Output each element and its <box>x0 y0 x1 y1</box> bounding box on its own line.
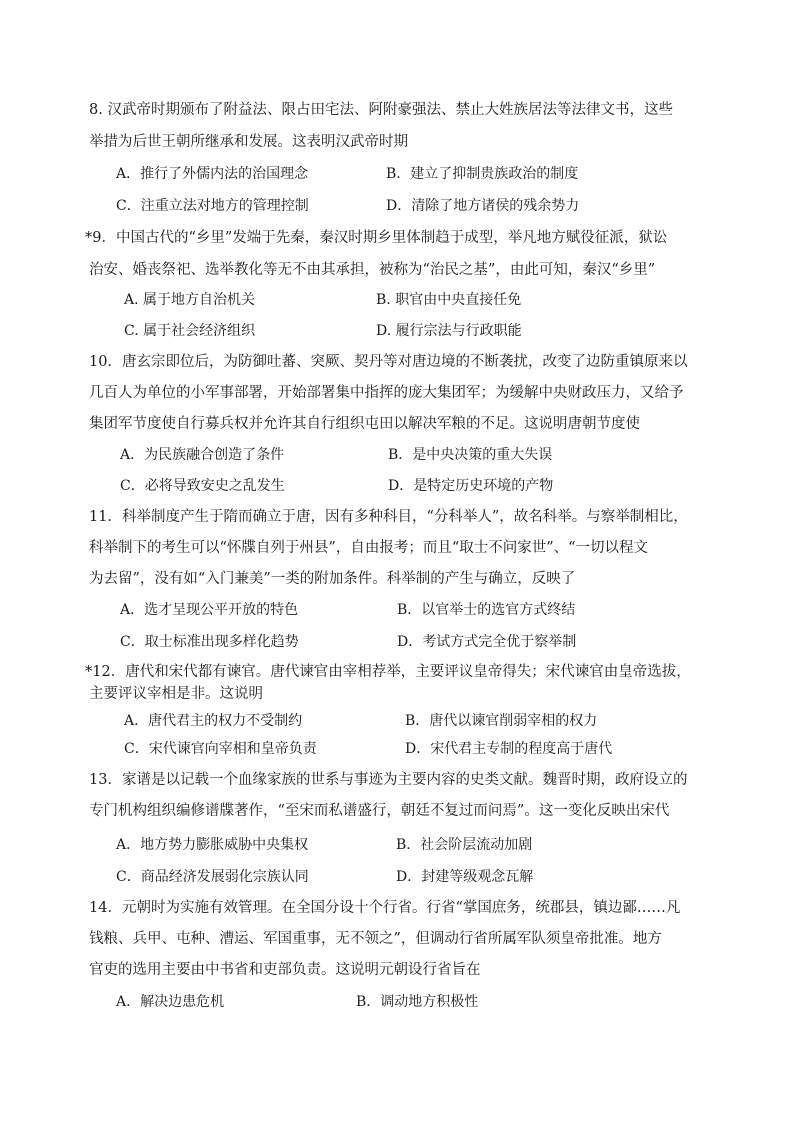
question-13-option-b[interactable]: B．社会阶层流动加剧 <box>396 837 533 853</box>
question-10-stem-line-1: 10．唐玄宗即位后，为防御吐蕃、突厥、契丹等对唐边境的不断袭扰，改变了边防重镇原来以 <box>89 354 688 370</box>
question-10-option-d[interactable]: D．是特定历史环境的产物 <box>388 478 554 494</box>
question-10-option-b[interactable]: B．是中央决策的重大失误 <box>388 447 553 463</box>
question-10-option-c[interactable]: C．必将导致安史之乱发生 <box>120 478 285 494</box>
question-8-stem-line-1: 8. 汉武帝时期颁布了附益法、限占田宅法、阿附豪强法、禁止大姓族居法等法律文书，这些 <box>89 102 673 118</box>
question-12-option-a[interactable]: A．唐代君主的权力不受制约 <box>124 713 303 729</box>
question-8-option-d[interactable]: D．清除了地方诸侯的残余势力 <box>386 198 580 214</box>
question-8-option-b[interactable]: B．建立了抑制贵族政治的制度 <box>386 166 579 182</box>
question-8-stem-line-2: 举措为后世王朝所继承和发展。这表明汉武帝时期 <box>89 134 408 150</box>
question-8-option-c[interactable]: C．注重立法对地方的管理控制 <box>116 198 309 214</box>
question-14-stem-line-3: 官吏的选用主要由中书省和吏部负责。这说明元朝设行省旨在 <box>89 962 481 978</box>
question-11-stem-line-1: 11．科举制度产生于隋而确立于唐，因有多种科目，“分科举人”，故名科举。与察举制相比， <box>89 509 688 525</box>
question-11-option-b[interactable]: B．以官举士的选官方式终结 <box>397 602 576 618</box>
question-14-option-b[interactable]: B．调动地方积极性 <box>356 994 479 1010</box>
question-12-stem-line-1: *12．唐代和宋代都有谏官。唐代谏官由宰相荐举，主要评议皇帝得失；宋代谏官由皇帝选拔， <box>85 664 691 680</box>
question-13-option-c[interactable]: C．商品经济发展弱化宗族认同 <box>116 869 309 885</box>
question-12-option-b[interactable]: B．唐代以谏官削弱宰相的权力 <box>405 713 598 729</box>
question-9-option-d[interactable]: D. 履行宗法与行政职能 <box>376 323 522 339</box>
question-12-option-c[interactable]: C．宋代谏官向宰相和皇帝负责 <box>124 741 317 757</box>
question-11-option-a[interactable]: A．选才呈现公平开放的特色 <box>120 602 299 618</box>
question-9-stem-line-1: *9．中国古代的“乡里”发端于先秦，秦汉时期乡里体制趋于成型，举凡地方赋役征派，狱讼 <box>85 230 668 246</box>
question-9-stem-line-2: 治安、婚丧祭祀、选举教化等无不由其承担，被称为“治民之基”，由此可知，秦汉“乡里” <box>89 262 656 278</box>
question-13-stem-line-1: 13．家谱是以记载一个血缘家族的世系与事迹为主要内容的史类文献。魏晋时期，政府设立的 <box>89 772 688 788</box>
question-10-stem-line-3: 集团军节度使自行募兵权并允许其自行组织屯田以解决军粮的不足。这说明唐朝节度使 <box>89 416 640 432</box>
question-11-option-d[interactable]: D．考试方式完全优于察举制 <box>397 634 577 650</box>
question-13-option-a[interactable]: A．地方势力膨胀威胁中央集权 <box>116 837 309 853</box>
question-13-stem-line-2: 专门机构组织编修谱牒著作，“至宋而私谱盛行，朝廷不复过而问焉”。这一变化反映出宋代 <box>89 803 670 819</box>
question-10-option-a[interactable]: A．为民族融合创造了条件 <box>120 447 285 463</box>
question-14-option-a[interactable]: A．解决边患危机 <box>116 994 225 1010</box>
question-14-stem-line-2: 钱粮、兵甲、屯种、漕运、军国重事，无不领之”，但调动行省所属军队须皇帝批准。地方 <box>89 931 662 947</box>
question-12-option-d[interactable]: D．宋代君主专制的程度高于唐代 <box>405 741 613 757</box>
question-11-stem-line-3: 为去留”，没有如“入门兼美”一类的附加条件。科举制的产生与确立，反映了 <box>89 571 576 587</box>
question-13-option-d[interactable]: D．封建等级观念瓦解 <box>396 869 534 885</box>
question-8-option-a[interactable]: A．推行了外儒内法的治国理念 <box>116 166 309 182</box>
question-14-stem-line-1: 14．元朝时为实施有效管理。在全国分设十个行省。行省“掌国庶务，统郡县，镇边鄙……凡 <box>89 900 681 916</box>
question-11-option-c[interactable]: C．取士标准出现多样化趋势 <box>120 634 299 650</box>
question-9-option-c[interactable]: C. 属于社会经济组织 <box>124 323 256 339</box>
question-12-stem-line-2: 主要评议宰相是非。这说明 <box>89 686 263 702</box>
question-11-stem-line-2: 科举制下的考生可以“怀牒自列于州县”，自由报考；而且“取士不问家世”、“一切以程文 <box>89 540 649 556</box>
question-9-option-a[interactable]: A. 属于地方自治机关 <box>124 292 256 308</box>
question-10-stem-line-2: 几百人为单位的小军事部署，开始部署集中指挥的庞大集团军；为缓解中央财政压力，又给予 <box>89 385 684 401</box>
question-9-option-b[interactable]: B. 职官由中央直接任免 <box>376 292 522 308</box>
